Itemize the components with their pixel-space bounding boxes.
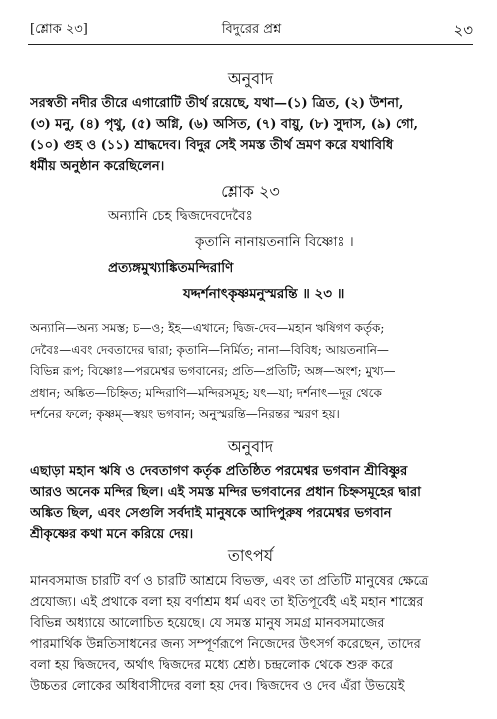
text-line: প্রযোজ্য। এই প্রথাকে বলা হয় বর্ণাশ্রম ধর্ম এবং তা ইতিপূর্বেই এই মহান শাস্ত্রের — [30, 595, 424, 610]
verse-line: প্রত্যঙ্গমুখ্যাঙ্কিতমন্দিরাণি — [108, 260, 234, 276]
verse-line: অন্যানি চেহ দ্বিজদেবদেবৈঃ — [108, 208, 253, 224]
text-line: এছাড়া মহান ঋষি ও দেবতাগণ কর্তৃক প্রতিষ্ঠিত পরমেশ্বর ভগবান শ্রীবিষ্ণুর — [30, 464, 408, 479]
synonyms-paragraph — [30, 318, 473, 426]
header-chapter-title: বিদুরের প্রশ্ন — [221, 22, 282, 37]
translation-paragraph — [30, 461, 473, 545]
text-line: বিভিন্ন অধ্যায়ে আলোচিত হয়েছে। যে সমস্ত মানুষ সমগ্র মানবসমাজের — [30, 616, 385, 631]
text-line: উচ্চতর লোকের অধিবাসীদের বলা হয় দেব। দ্বিজদেব ও দেব এঁরা উভয়েই — [30, 679, 405, 694]
text-line: শ্রীকৃষ্ণের কথা মনে করিয়ে দেয়। — [30, 527, 194, 542]
translation-heading: অনুবাদ — [227, 69, 274, 88]
text-line: (৩) মনু, (৪) পৃথু, (৫) অগ্নি, (৬) অসিত, (৭) বায়ু, (৮) সুদাস, (৯) গো, — [30, 117, 419, 132]
text-line: দর্শনের ফলে; কৃষ্ণম্—স্বয়ং ভগবান; অনুস্মরন্তি—নিরন্তর স্মরণ হয়। — [30, 407, 340, 421]
text-line: অঙ্কিত ছিল, এবং সেগুলি সর্বদাই মানুষকে আদিপুরুষ পরমেশ্বর ভগবান — [30, 506, 392, 521]
header-verse-reference: [শ্লোক ২৩] — [30, 22, 88, 37]
page-number: ২৩ — [453, 21, 473, 39]
text-line: দেবৈঃ—এবং দেবতাদের দ্বারা; কৃতানি—নির্মিত; নানা—বিবিধ; আয়তনানি— — [30, 342, 389, 357]
text-line: (১০) গুহ ও (১১) শ্রাদ্ধদেব। বিদুর সেই সমস্ত তীর্থ ভ্রমণ করে যথাবিধি — [30, 138, 394, 153]
text-line: আরও অনেক মন্দির ছিল। এই সমস্ত মন্দির ভগবানের প্রধান চিহ্নসমূহের দ্বারা — [30, 485, 421, 500]
translation-paragraph — [30, 93, 473, 177]
text-line: প্রধান; অঙ্কিত—চিহ্নিত; মন্দিরাণি—মন্দিরসমূহ; যৎ—যা; দর্শনাৎ—দূর থেকে — [30, 385, 382, 400]
text-line: অন্যানি—অন্য সমস্ত; চ—ও; ইহ—এখানে; দ্বিজ-দেব—মহান ঋষিগণ কর্তৃক; — [30, 321, 385, 335]
verse-line: কৃতানি নানায়তনানি বিষ্ণোঃ । — [195, 234, 354, 250]
text-line: বিভিন্ন রূপ; বিষ্ণোঃ—পরমেশ্বর ভগবানের; প্রতি—প্রতিটি; অঙ্গ—অংশ; মুখ্য— — [30, 364, 396, 378]
text-line: ধর্মীয় অনুষ্ঠান করেছিলেন। — [30, 159, 165, 174]
verse-line: যদ্দর্শনাৎকৃষ্ণমনুস্মরন্তি ॥ ২৩ ॥ — [183, 286, 345, 302]
purport-paragraph — [30, 571, 473, 697]
translation-heading: অনুবাদ — [227, 437, 274, 456]
text-line: সরস্বতী নদীর তীরে এগারোটি তীর্থ রয়েছে, যথা—(১) ত্রিত, (২) উশনা, — [30, 96, 404, 111]
purport-heading: তাৎপর্য — [227, 546, 274, 565]
text-line: বলা হয় দ্বিজদেব, অর্থাৎ দ্বিজদের মধ্যে শ্রেষ্ঠ। চন্দ্রলোক থেকে শুরু করে — [30, 658, 393, 673]
verse-heading: শ্লোক ২৩ — [221, 182, 280, 201]
running-header — [30, 20, 473, 46]
text-line: মানবসমাজ চারটি বর্ণ ও চারটি আশ্রমে বিভক্ত, এবং তা প্রতিটি মানুষের ক্ষেত্রে — [30, 574, 429, 589]
header-divider — [28, 44, 473, 45]
text-line: পারমার্থিক উন্নতিসাধনের জন্য সম্পূর্ণরূপে নিজেদের উৎসর্গ করেছেন, তাদের — [30, 637, 421, 652]
